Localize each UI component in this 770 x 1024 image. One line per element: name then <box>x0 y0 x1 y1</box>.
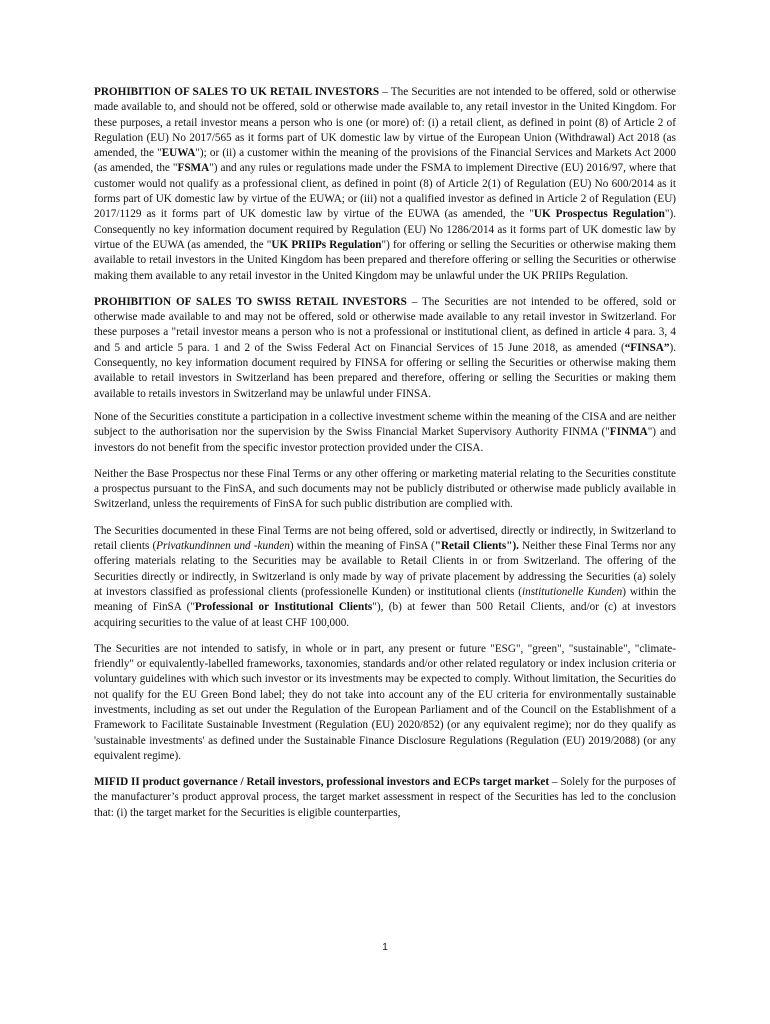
uk-text-1: – The Securities are not intended to be offered, sold or otherwise made available to, and should not be offered, sold or otherwise made available to, any retail investor in the United Kingdom. For these purposes, a retail investor means a person who is one (or more) of: (i) a retail client, as defined in point (8) of Article 2 of Regulation (EU) No 2017/565 as it forms part of UK domestic law by virtue of the European Union (Withdrawal) Act 2018 (as amended, the " <box>94 86 676 160</box>
mifid-text-1: – Solely for the purposes of the manufacturer’s product approval process, the target market assessment in respect of the Securities has led to the conclusion that: (i) the target market for the Securities is eligible counterparties, <box>94 776 676 819</box>
retail-text-1: The Securities documented in these Final Terms are not being offered, sold or advertised, directly or indirectly, in Switzerland to retail clients ( <box>94 524 676 553</box>
retail-text-5: "), (b) at fewer than 500 Retail Clients, and/or (c) at investors acquiring securities to the value of at least CHF 100,000. <box>94 601 676 629</box>
uk-text-4: "). Consequently no key information document required by Regulation (EU) No 1286/2014 as it forms part of UK domestic law by virtue of the EUWA (as amended, the " <box>94 208 676 251</box>
prospectus-text: Neither the Base Prospectus nor these Final Terms or any other offering or marketing material relating to the Securities constitute a prospectus pursuant to the FinSA, and such documents may not be publicly distributed or otherwise made publicly available in Switzerland, unless the requirements of FinSA for such public distribution are complied with. <box>94 467 676 511</box>
retail-term-professional-clients: Professional or Institutional Clients <box>194 601 373 614</box>
prospectus-paragraph <box>94 467 676 513</box>
uk-text-5: ") for offering or selling the Securities or otherwise making them available to retail investors in the United Kingdom has been prepared and therefore offering or selling the Securities or otherwise making them available to any retail investor in the United Kingdom may be unlawful under the UK PRIIPs Regulation. <box>94 238 677 282</box>
uk-term-prospectus-regulation: UK Prospectus Regulation <box>533 208 665 221</box>
uk-term-euwa: EUWA <box>161 147 196 160</box>
retail-italic-privatkunden: Privatkundinnen und -kunden <box>156 540 290 553</box>
document-page <box>94 85 676 832</box>
uk-term-fsma: FSMA <box>177 162 210 175</box>
swiss-text-2: ). Consequently, no key information document required by FINSA for offering or selling the Securities or otherwise making them available to retail investors in Switzerland has been prepared and therefore, offering or selling the Securities or making them available to retails investors in Switzerland may be unlawful under FINSA. <box>94 341 676 400</box>
retail-italic-institutionelle: institutionelle Kunden <box>522 585 623 598</box>
swiss-text-1: – The Securities are not intended to be offered, sold or otherwise made available to and may not be offered, sold or otherwise made available to any retail investor in Switzerland. For these purposes a "retail investor means a person who is not a professional or institutional client, as defined in article 4 para. 3, 4 and 5 and article 5 para. 1 and 2 of the Swiss Federal Act on Financial Services of 15 June 2018, as amended ( <box>94 295 676 354</box>
swiss-retail-heading: PROHIBITION OF SALES TO SWISS RETAIL INVESTORS <box>94 295 407 308</box>
retail-text-4: ) within the meaning of FinSA (" <box>94 585 676 614</box>
swiss-retail-paragraph <box>94 295 676 402</box>
esg-paragraph <box>94 642 676 764</box>
uk-term-priips-regulation: UK PRIIPs Regulation <box>271 238 382 251</box>
retail-term-retail-clients: "Retail Clients"). <box>434 540 519 553</box>
uk-retail-heading: PROHIBITION OF SALES TO UK RETAIL INVESTORS <box>94 86 380 98</box>
cisa-text-2: ") and investors do not benefit from the specific investor protection provided under the CISA. <box>94 426 676 454</box>
mifid-heading: MIFID II product governance / Retail investors, professional investors and ECPs target market <box>94 776 550 789</box>
mifid-paragraph <box>94 775 676 821</box>
retail-clients-paragraph <box>94 524 676 631</box>
retail-text-3: Neither these Final Terms nor any offering materials relating to the Securities may be available to Retail Clients in or from Switzerland. The offering of the Securities directly or indirectly, in Switzerland is only made by way of private placement by addressing the Securities (a) solely at investors classified as professional clients (professionelle Kunden) or institutional clients ( <box>94 540 676 598</box>
uk-retail-paragraph <box>94 85 676 284</box>
cisa-term-finma: FINMA <box>609 426 648 439</box>
cisa-paragraph <box>94 410 676 456</box>
cisa-text-1: None of the Securities constitute a participation in a collective investment scheme within the meaning of the CISA and are neither subject to the authorisation nor the supervision by the Swiss Financial Market Supervisory Authority FINMA (" <box>94 410 676 439</box>
uk-text-3: ") and any rules or regulations made under the FSMA to implement Directive (EU) 2016/97, where that customer would not qualify as a professional client, as defined in point (8) of Article 2(1) of Regulation (EU) No 600/2014 as it forms part of UK domestic law by virtue of the EUWA; or (iii) not a qualified investor as defined in Article 2 of Regulation (EU) 2017/1129 as it forms part of UK domestic law by virtue of the EUWA (as amended, the " <box>94 162 676 221</box>
uk-text-2: "); or (ii) a customer within the meaning of the provisions of the Financial Services and Markets Act 2000 (as amended, the " <box>94 147 676 175</box>
retail-text-2: ) within the meaning of FinSA ( <box>289 540 435 553</box>
swiss-term-finsa: “FINSA” <box>624 341 670 354</box>
esg-text: The Securities are not intended to satisfy, in whole or in part, any present or future "ESG", "green", "sustainable", "climate-friendly" or equivalently-labelled frameworks, taxonomies, standards and/or other related regulatory or index inclusion criteria or voluntary guidelines with which such investor or its investments may be expected to comply. Without limitation, the Securities do not qualify for the EU Green Bond label; they do not take into account any of the EU criteria for environmentally sustainable investments, including as set out under the Regulation of the European Parliament and of the Council on the Establishment of a Framework to Facilitate Sustainable Investment (Regulation (EU) 2020/852) (or any equivalent regime); nor do they qualify as 'sustainable investments' as defined under the Sustainable Finance Disclosure Regulations (Regulation (EU) 2019/2088) (or any equivalent regime). <box>94 642 676 762</box>
page-number: 1 <box>382 942 388 953</box>
